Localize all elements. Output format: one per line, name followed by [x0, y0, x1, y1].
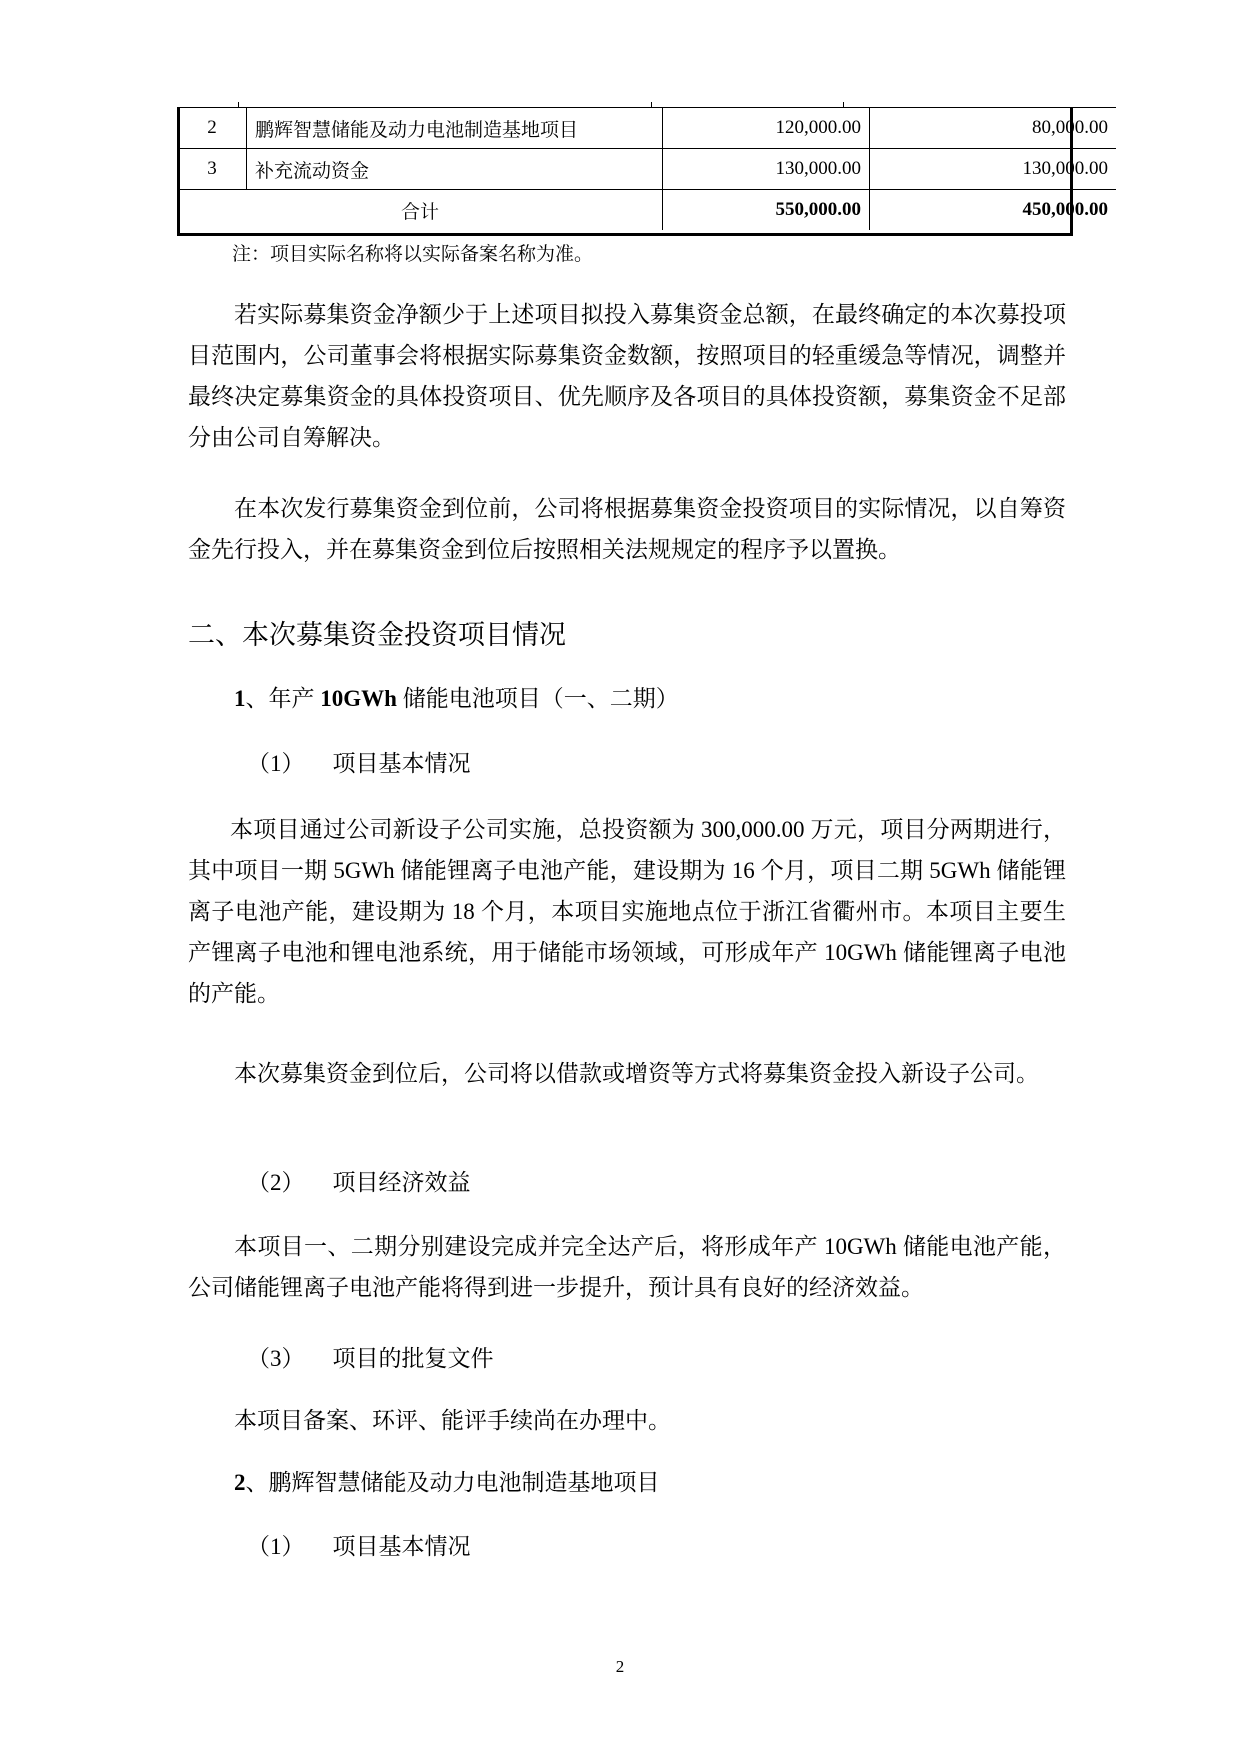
subheading-basic-info: [247, 745, 471, 778]
table-row: [178, 108, 1116, 149]
total-investment: 120,000.00: [663, 108, 870, 149]
item-heading-1: [234, 680, 679, 713]
subheading-number: （1）: [247, 751, 305, 776]
paragraph-project-overview: 本项目通过公司新设子公司实施，总投资额为 300,000.00 万元，项目分两期进行，其中项目一期 5GWh 储能锂离子电池产能，建设期为 16 个月，项目二期 5GWh 储能锂离子电池产能，建设期为 18 个月，本项目实施地点位于浙江省衢州市。本项目主要生产锂离子电池和锂电池系统，用于储能市场领域，可形成年产 10GWh 储能锂离子电池的产能。: [188, 817, 1066, 1006]
paragraph-adjustment: 若实际募集资金净额少于上述项目拟投入募集资金总额，在最终确定的本次募投项目范围内，公司董事会将根据实际募集资金数额，按照项目的轻重缓急等情况，调整并最终决定募集资金的具体投资项目、优先顺序及各项目的具体投资额，募集资金不足部分由公司自筹解决。: [188, 302, 1066, 450]
project-name: 鹏辉智慧储能及动力电池制造基地项目: [247, 108, 663, 149]
item-heading-2: [234, 1464, 660, 1497]
table-total-row: [178, 190, 1116, 231]
subheading-approval-docs: [247, 1340, 494, 1373]
subheading-number: （2）: [247, 1170, 305, 1195]
subheading-number: （1）: [247, 1534, 305, 1559]
subheading-text: 项目经济效益: [332, 1170, 471, 1195]
total-investment-sum: 550,000.00: [663, 190, 870, 231]
raised-funds: 80,000.00: [870, 108, 1117, 149]
paragraph-advance-funding: 在本次发行募集资金到位前，公司将根据募集资金投资项目的实际情况，以自筹资金先行投入，并在募集资金到位后按照相关法规规定的程序予以置换。: [188, 496, 1066, 562]
total-label: 合计: [178, 190, 663, 231]
item-heading-text: 、年产: [245, 686, 321, 711]
item-number: 2: [234, 1470, 246, 1495]
section-heading: 二、本次募集资金投资项目情况: [188, 620, 566, 650]
fund-allocation-table: [178, 107, 1116, 230]
item-heading-text: 、鹏辉智慧储能及动力电池制造基地项目: [245, 1470, 660, 1495]
subheading-text: 项目基本情况: [332, 751, 471, 776]
raised-funds: 130,000.00: [870, 149, 1117, 190]
item-heading-bold: 10GWh: [320, 686, 397, 711]
item-heading-text: 储能电池项目（一、二期）: [396, 686, 679, 711]
subheading-number: （3）: [247, 1346, 305, 1371]
project-name: 补充流动资金: [247, 149, 663, 190]
subheading-text: 项目基本情况: [332, 1534, 471, 1559]
raised-funds-sum: 450,000.00: [870, 190, 1117, 231]
row-number: 3: [178, 149, 247, 190]
subheading-basic-info-2: [247, 1528, 471, 1561]
paragraph-economic-benefit: 本项目一、二期分别建设完成并完全达产后，将形成年产 10GWh 储能电池产能，公司储能锂离子电池产能将得到进一步提升，预计具有良好的经济效益。: [188, 1234, 1066, 1300]
item-number: 1: [234, 686, 246, 711]
total-investment: 130,000.00: [663, 149, 870, 190]
table-row: [178, 149, 1116, 190]
paragraph-approval-status: 本项目备案、环评、能评手续尚在办理中。: [234, 1408, 671, 1433]
row-number: 2: [178, 108, 247, 149]
table-note: 注：项目实际名称将以实际备案名称为准。: [232, 244, 594, 265]
subheading-text: 项目的批复文件: [332, 1346, 494, 1371]
subheading-economic-benefit: [247, 1164, 471, 1197]
page-number: 2: [615, 1657, 625, 1676]
paragraph-fund-injection: 本次募集资金到位后，公司将以借款或增资等方式将募集资金投入新设子公司。: [234, 1061, 1039, 1086]
